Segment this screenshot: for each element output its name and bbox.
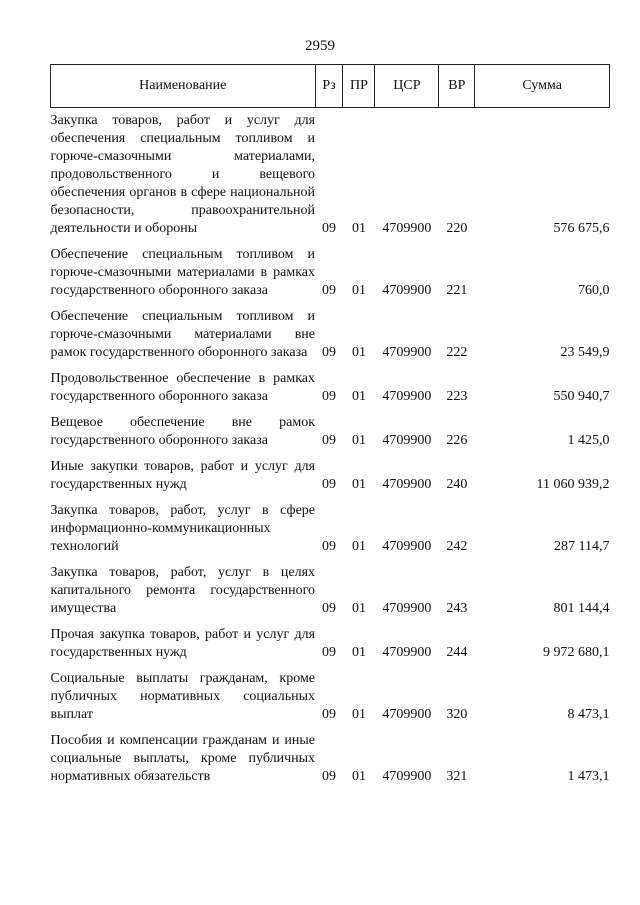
cell-sum: 1 473,1 (567, 769, 610, 784)
cell-sum: 760,0 (578, 283, 610, 298)
cell-vr: 226 (446, 433, 468, 448)
cell-csr: 4709900 (382, 539, 432, 554)
cell-pr: 01 (351, 345, 366, 360)
cell-name: Закупка товаров, работ, услуг в целях капитального ремонта государственного имущества (50, 565, 316, 616)
cell-name: Продовольственное обеспечение в рамках государственного оборонного заказа (50, 371, 316, 404)
cell-sum: 23 549,9 (560, 345, 610, 360)
cell-rz: 09 (321, 707, 336, 722)
cell-sum: 11 060 939,2 (536, 477, 610, 492)
table-row (51, 494, 610, 556)
cell-sum: 8 473,1 (567, 707, 610, 722)
table-row (51, 300, 610, 362)
table-row (51, 662, 610, 724)
cell-pr: 01 (351, 707, 366, 722)
cell-vr: 221 (446, 283, 468, 298)
cell-vr: 321 (446, 769, 468, 784)
header-rz: Рз (315, 65, 343, 108)
header-name: Наименование (51, 65, 316, 108)
cell-vr: 320 (446, 707, 468, 722)
cell-vr: 222 (446, 345, 468, 360)
cell-rz: 09 (321, 283, 336, 298)
cell-pr: 01 (351, 601, 366, 616)
cell-vr: 244 (446, 645, 468, 660)
table-row (51, 450, 610, 494)
cell-sum: 801 144,4 (553, 601, 610, 616)
table-row (51, 724, 610, 786)
cell-pr: 01 (351, 645, 366, 660)
cell-name: Закупка товаров, работ, услуг в сфере информационно-коммуникационных технологий (50, 503, 316, 554)
cell-csr: 4709900 (382, 433, 432, 448)
table-row (51, 406, 610, 450)
cell-sum: 1 425,0 (567, 433, 610, 448)
cell-name: Закупка товаров, работ и услуг для обеспечения специальным топливом и горюче-смазочными материалами, продовольственного и вещевого обеспечения органов в сфере национальной безопасности, правоохранительной деятельности и обороны (50, 113, 316, 236)
cell-rz: 09 (321, 389, 336, 404)
cell-csr: 4709900 (382, 645, 432, 660)
cell-pr: 01 (351, 283, 366, 298)
cell-sum: 576 675,6 (553, 221, 610, 236)
cell-csr: 4709900 (382, 221, 432, 236)
cell-rz: 09 (321, 345, 336, 360)
cell-csr: 4709900 (382, 389, 432, 404)
cell-pr: 01 (351, 769, 366, 784)
cell-csr: 4709900 (382, 345, 432, 360)
table-row (51, 108, 610, 239)
table-row (51, 362, 610, 406)
cell-rz: 09 (321, 769, 336, 784)
budget-table (50, 64, 610, 786)
cell-rz: 09 (321, 477, 336, 492)
cell-name: Вещевое обеспечение вне рамок государственного оборонного заказа (50, 415, 316, 448)
cell-csr: 4709900 (382, 707, 432, 722)
table-row (51, 238, 610, 300)
cell-csr: 4709900 (382, 769, 432, 784)
header-csr: ЦСР (375, 65, 439, 108)
cell-csr: 4709900 (382, 477, 432, 492)
cell-sum: 287 114,7 (554, 539, 610, 554)
table-row (51, 556, 610, 618)
cell-rz: 09 (321, 601, 336, 616)
cell-pr: 01 (351, 433, 366, 448)
cell-vr: 242 (446, 539, 468, 554)
table-header-row (51, 65, 610, 108)
cell-csr: 4709900 (382, 283, 432, 298)
cell-name: Обеспечение специальным топливом и горюче-смазочными материалами вне рамок государственного оборонного заказа (50, 309, 316, 360)
cell-rz: 09 (321, 433, 336, 448)
cell-pr: 01 (351, 221, 366, 236)
cell-pr: 01 (351, 477, 366, 492)
cell-pr: 01 (351, 389, 366, 404)
cell-name: Прочая закупка товаров, работ и услуг для государственных нужд (50, 627, 316, 660)
header-sum: Сумма (475, 65, 610, 108)
cell-csr: 4709900 (382, 601, 432, 616)
cell-vr: 223 (446, 389, 468, 404)
cell-sum: 9 972 680,1 (543, 645, 610, 660)
cell-name: Пособия и компенсации гражданам и иные социальные выплаты, кроме публичных нормативных обязательств (50, 733, 316, 784)
cell-pr: 01 (351, 539, 366, 554)
page-number: 2959 (305, 38, 335, 54)
table-row (51, 618, 610, 662)
cell-vr: 243 (446, 601, 468, 616)
cell-name: Иные закупки товаров, работ и услуг для государственных нужд (50, 459, 316, 492)
cell-rz: 09 (321, 645, 336, 660)
cell-vr: 240 (446, 477, 468, 492)
cell-name: Социальные выплаты гражданам, кроме публичных нормативных социальных выплат (50, 671, 316, 722)
header-pr: ПР (343, 65, 375, 108)
header-vr: ВР (439, 65, 475, 108)
cell-sum: 550 940,7 (553, 389, 610, 404)
cell-vr: 220 (446, 221, 468, 236)
cell-rz: 09 (321, 539, 336, 554)
cell-rz: 09 (321, 221, 336, 236)
cell-name: Обеспечение специальным топливом и горюче-смазочными материалами в рамках государственного оборонного заказа (50, 247, 316, 298)
